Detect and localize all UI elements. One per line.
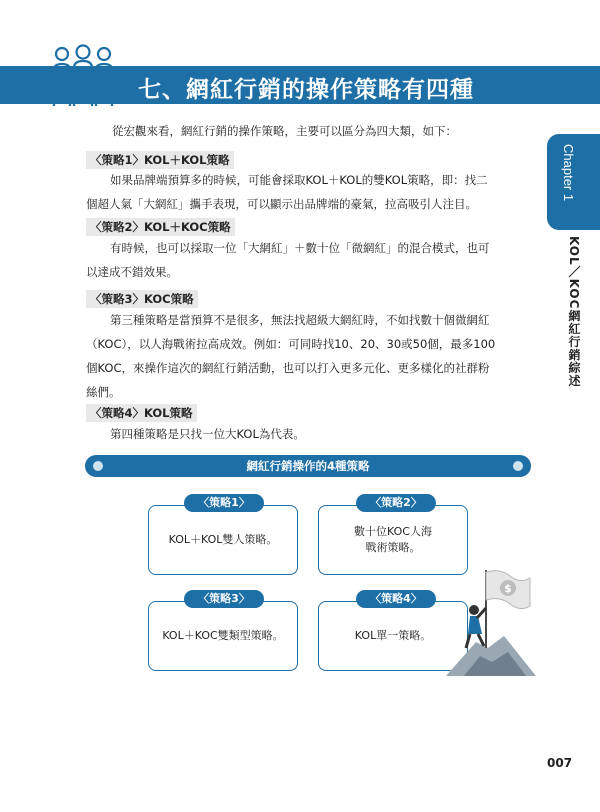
intro-text: 從宏觀來看，網紅行銷的操作策略，主要可以區分為四大類，如下： xyxy=(112,124,457,138)
strategy-card-3-text: KOL＋KOC雙類型策略。 xyxy=(162,629,284,642)
strategy-4-label: 〈策略4〉KOL策略 xyxy=(86,404,197,422)
strategy-card-4-pill: 〈策略4〉 xyxy=(356,590,436,608)
strategy-3-label: 〈策略3〉KOC策略 xyxy=(86,290,198,308)
chapter-tab-label: Chapter 1 xyxy=(561,144,576,202)
strategy-4-paragraph xyxy=(86,422,532,446)
strategy-card-2-text-2: 戰術策略。 xyxy=(365,541,421,554)
strategy-card-3 xyxy=(148,601,298,671)
strategy-2-line-2: 以達成不錯效果。 xyxy=(86,265,178,279)
strategy-3-line-2: （KOC），以人海戰術拉高成效。例如：可同時找10、20、30或50個，最多100 xyxy=(86,337,496,351)
strategy-3-line-3: 個KOC，來操作這次的網紅行銷活動，也可以打入更多元化、更多樣化的社群粉 xyxy=(86,361,490,375)
strategy-card-2-pill: 〈策略2〉 xyxy=(356,494,436,512)
diagram-title-bar xyxy=(85,455,531,477)
strategy-2-label: 〈策略2〉KOL＋KOC策略 xyxy=(86,218,235,236)
chapter-section-header xyxy=(0,66,600,104)
strategy-1-line-1: 如果品牌端預算多的時候，可能會採取KOL＋KOL的雙KOL策略，即：找二 xyxy=(110,173,488,187)
strategy-card-3-pill: 〈策略3〉 xyxy=(184,590,264,608)
svg-text:$: $ xyxy=(504,582,512,595)
strategy-3-paragraph xyxy=(86,308,532,404)
strategy-1-label: 〈策略1〉KOL＋KOL策略 xyxy=(86,151,234,169)
page-number: 007 xyxy=(547,756,573,770)
strategy-card-1-text: KOL＋KOL雙人策略。 xyxy=(168,533,278,546)
strategy-3-line-1: 第三種策略是當預算不是很多，無法找超級大網紅時，不如找數十個微網紅 xyxy=(110,313,490,327)
strategy-4-line-1: 第四種策略是只找一位大KOL為代表。 xyxy=(110,427,305,441)
strategy-card-1-pill: 〈策略1〉 xyxy=(184,494,264,512)
strategy-card-4-text: KOL單一策略。 xyxy=(354,629,432,642)
section-title: 七、網紅行銷的操作策略有四種 xyxy=(138,77,474,103)
strategy-1-line-2: 個超人氣「大網紅」攜手表現，可以顯示出品牌端的豪氣，拉高吸引人注目。 xyxy=(86,197,477,211)
chapter-side-label: KOL／KOC網紅行銷綜述 xyxy=(567,236,581,388)
strategy-2-line-1: 有時候，也可以採取一位「大網紅」＋數十位「微網紅」的混合模式，也可 xyxy=(110,241,490,255)
strategy-card-1 xyxy=(148,505,298,575)
strategy-card-2-text-1: 數十位KOC人海 xyxy=(354,525,432,538)
strategy-1-paragraph xyxy=(86,168,532,216)
strategy-2-paragraph xyxy=(86,236,532,284)
chapter-tab xyxy=(547,134,600,230)
strategy-3-line-4: 絲們。 xyxy=(86,385,121,399)
person-with-dollar-flag-icon xyxy=(446,566,536,676)
diagram-title: 網紅行銷操作的4種策略 xyxy=(246,459,370,473)
strategy-card-2 xyxy=(318,505,468,575)
